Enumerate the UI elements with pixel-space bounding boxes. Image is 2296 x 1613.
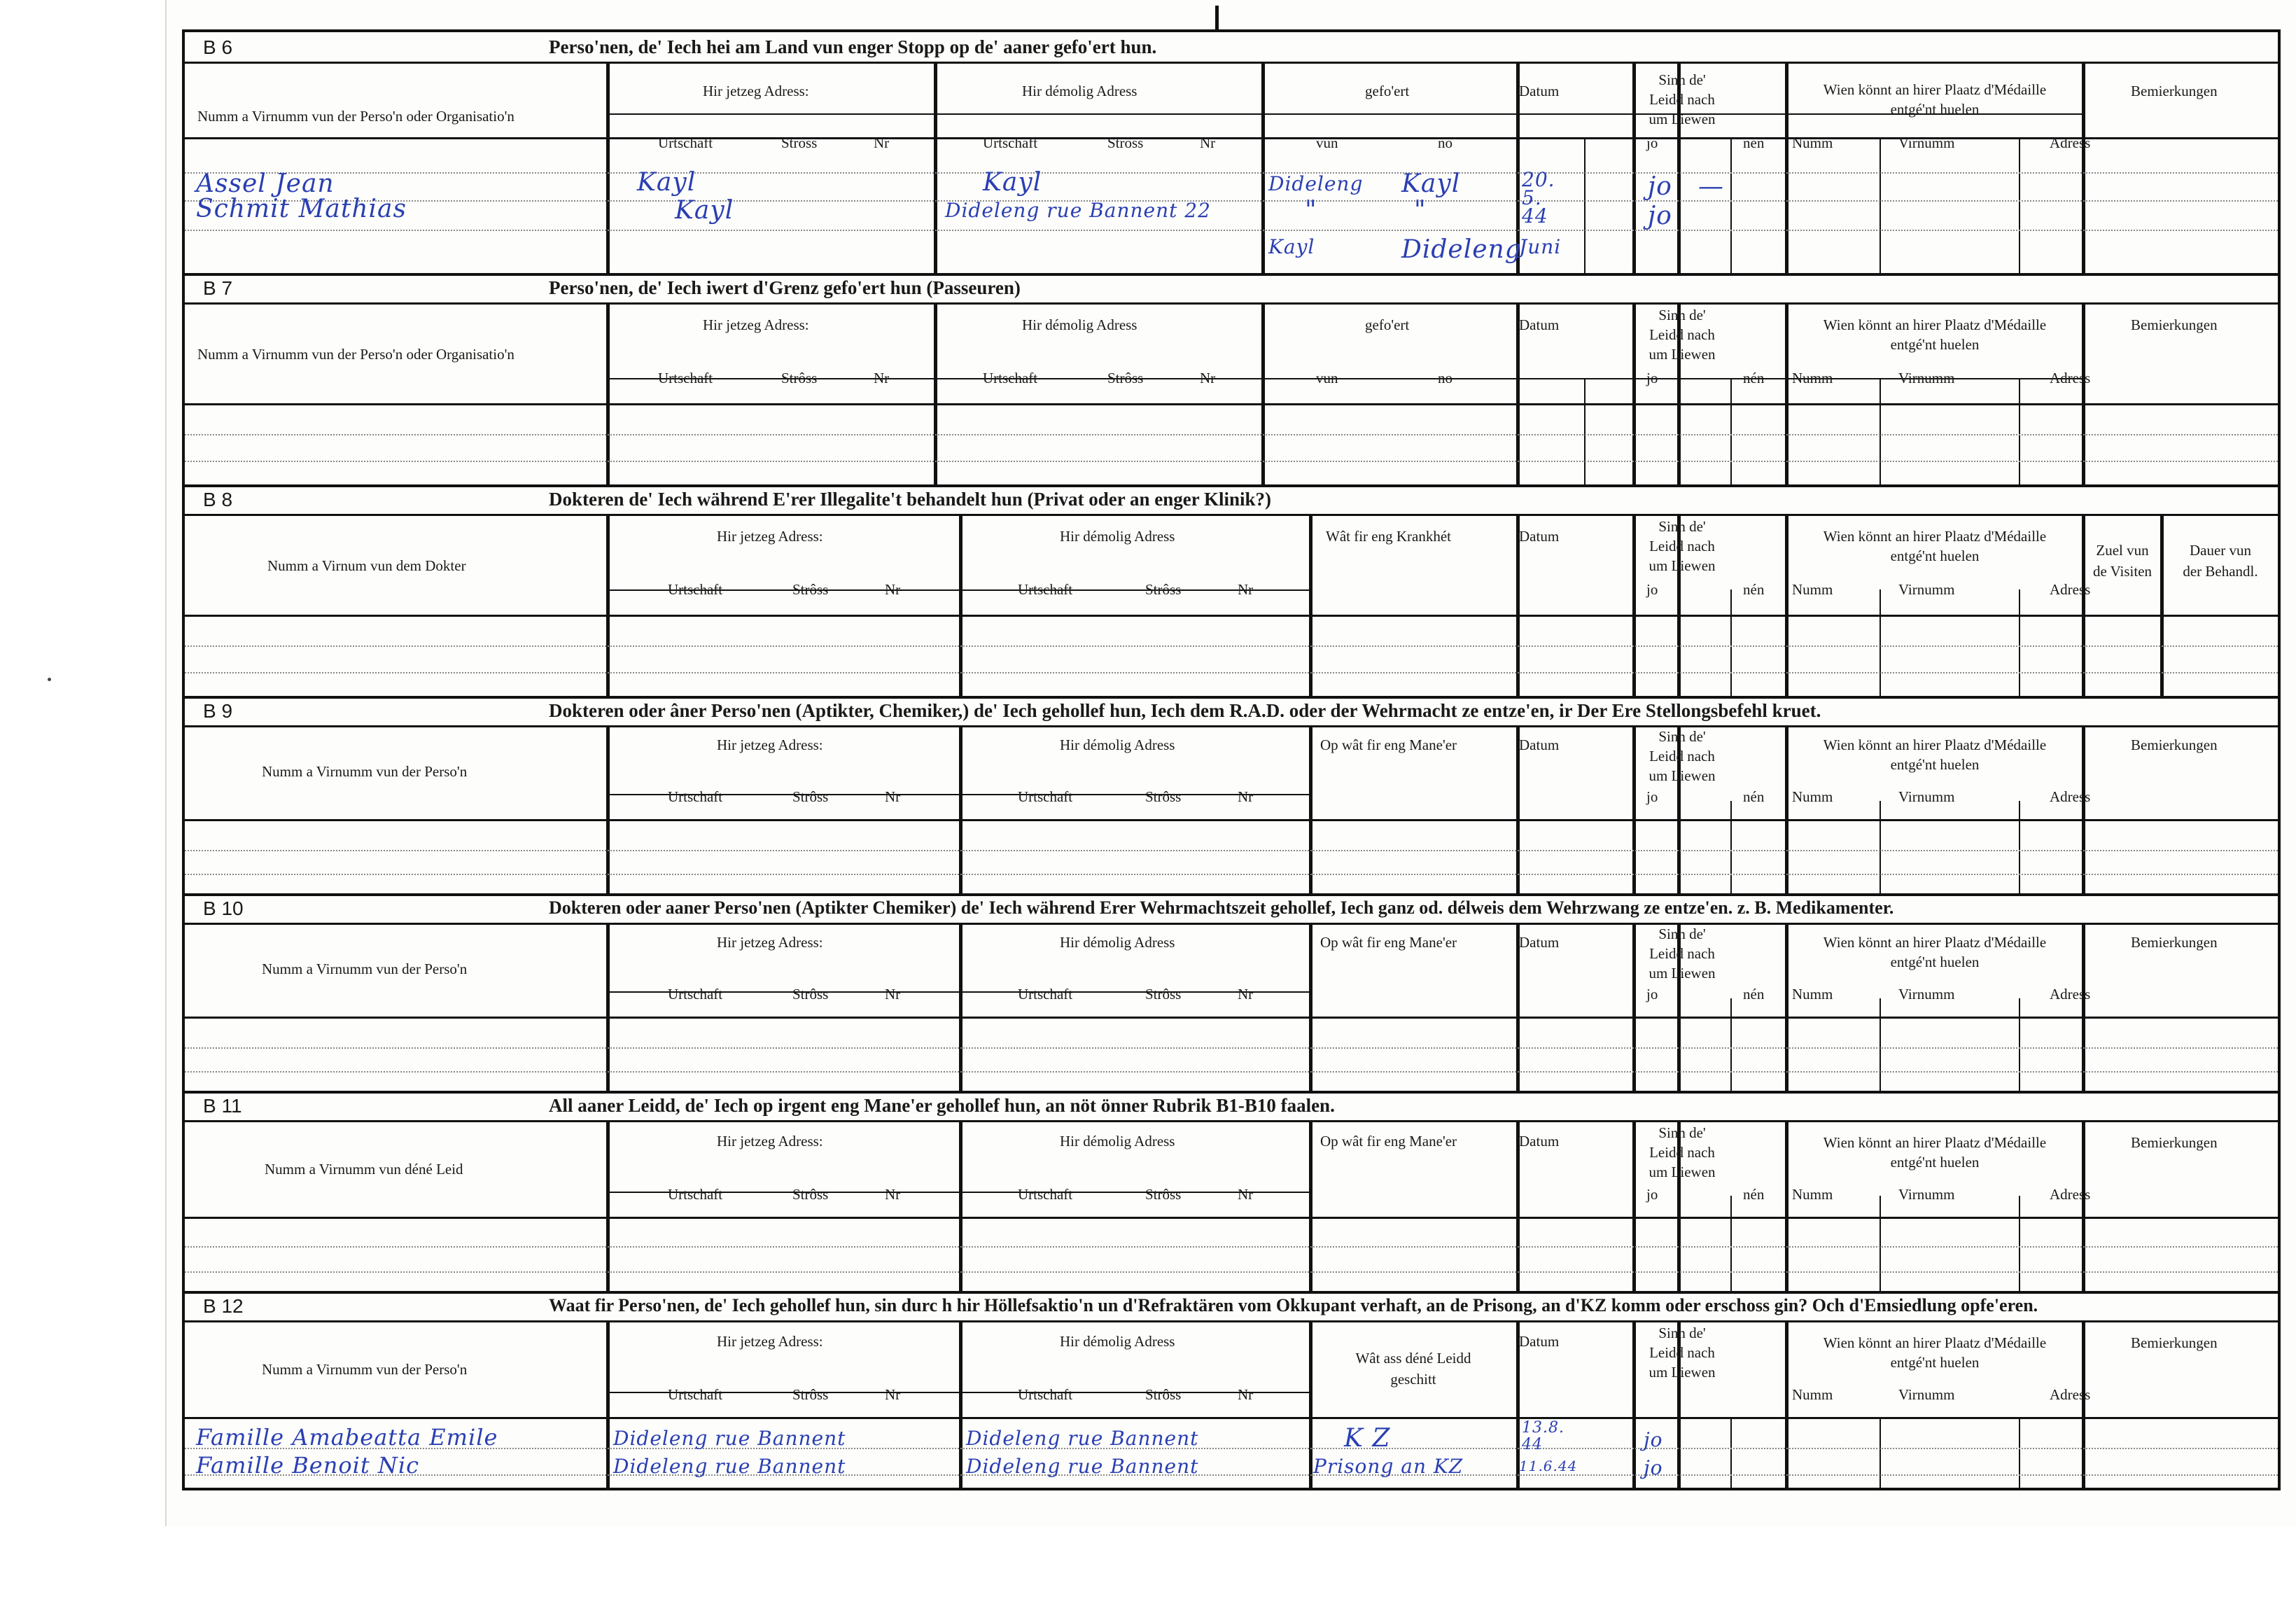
- date-header: Datum: [1519, 528, 1560, 545]
- handwritten-date: 20. 5. 44: [1522, 168, 1555, 228]
- street-header: Strôss: [1145, 581, 1182, 598]
- sense-header-2: Leidd nach: [1649, 326, 1715, 343]
- firstname-header: Virnumm: [1898, 134, 1955, 151]
- locality-header: Urtschaft: [668, 1386, 723, 1403]
- section-title: Perso'nen, de' Iech hei am Land vun enger Stopp op de' aaner gefo'ert hun.: [549, 36, 1157, 57]
- section-header: [185, 32, 2278, 64]
- locality-header: Urtschaft: [658, 134, 713, 151]
- handwritten-yes: jo: [1648, 202, 1672, 230]
- locality-header: Urtschaft: [658, 370, 713, 386]
- handwritten-current-address: Kayl: [675, 196, 734, 225]
- number-header: Nr: [874, 134, 890, 151]
- yes-header: jo: [1646, 370, 1658, 386]
- street-header: Strôss: [792, 986, 829, 1003]
- handwritten-yes: jo: [1648, 172, 1672, 201]
- locality-header: Urtschaft: [668, 788, 723, 805]
- number-header: Nr: [885, 986, 901, 1003]
- medal-header-1: Wien könnt an hirer Plaatz d'Médaille: [1823, 81, 2047, 98]
- medal-header-1: Wien könnt an hirer Plaatz d'Médaille: [1823, 528, 2047, 545]
- current-address-header: Hir jetzeg Adress:: [703, 316, 809, 333]
- to-header: no: [1438, 134, 1452, 151]
- section-title: Dokteren oder aaner Perso'nen (Aptikter Chemiker) de' Iech während Erer Wehrmachtszeit gehollef, Iech ganz od. délweis dem Wehrzwang ze entze'en. z. B. Medikamenter.: [549, 898, 1894, 918]
- firstname-header: Virnumm: [1898, 370, 1955, 386]
- number-header: Nr: [885, 1186, 901, 1203]
- manner-header: Op wât fir eng Mane'er: [1320, 934, 1457, 951]
- section-header: [185, 273, 2278, 305]
- number-header: Nr: [1238, 581, 1254, 598]
- address-header: Adress: [2050, 370, 2091, 386]
- handwritten-no: —: [1698, 172, 1724, 201]
- street-header: Strôss: [1145, 788, 1182, 805]
- section-header: [185, 484, 2278, 516]
- firstname-header: Virnumm: [1898, 581, 1955, 598]
- street-header: Strôss: [792, 1386, 829, 1403]
- no-header: nén: [1743, 370, 1765, 386]
- section-code: B 8: [203, 489, 233, 510]
- section-code: B 6: [203, 36, 233, 58]
- firstname-header: Virnumm: [1898, 986, 1955, 1003]
- section-b11: [185, 1091, 2278, 1294]
- current-address-header: Hir jetzeg Adress:: [717, 528, 823, 545]
- medal-header-2: entgé'nt huelen: [1890, 1154, 1980, 1171]
- no-header: nén: [1743, 134, 1765, 151]
- handwritten-to: Kayl: [1401, 169, 1461, 198]
- handwritten-former-address: Dideleng rue Bannent: [966, 1427, 1199, 1450]
- sense-header-3: um Liewen: [1648, 767, 1716, 784]
- no-header: nén: [1743, 581, 1765, 598]
- medal-header-1: Wien könnt an hirer Plaatz d'Médaille: [1823, 934, 2047, 951]
- medal-header-1: Wien könnt an hirer Plaatz d'Médaille: [1823, 736, 2047, 753]
- handwritten-from: Dideleng: [1268, 172, 1364, 195]
- remarks-header: Bemierkungen: [2131, 934, 2218, 951]
- number-header: Nr: [885, 1386, 901, 1403]
- section-header: [185, 1091, 2278, 1122]
- section-title: Dokteren de' Iech während E'rer Illegalite't behandelt hun (Privat oder an enger Klinik?): [549, 489, 1272, 510]
- sense-header-1: Sinn de': [1658, 1124, 1706, 1141]
- locality-header: Urtschaft: [1018, 986, 1073, 1003]
- street-header: Strôss: [792, 581, 829, 598]
- handwritten-what-happened: K Z: [1344, 1424, 1391, 1453]
- section-b7: [185, 273, 2278, 487]
- remarks-header: Bemierkungen: [2131, 1334, 2218, 1351]
- former-address-header: Hir démolig Adress: [1060, 1333, 1175, 1350]
- number-header: Nr: [1200, 370, 1216, 386]
- address-header: Adress: [2050, 134, 2091, 151]
- name-column-header: Numm a Virnumm vun der Perso'n: [262, 961, 468, 977]
- handwritten-yes: jo: [1644, 1456, 1663, 1479]
- address-header: Adress: [2050, 1386, 2091, 1403]
- sense-header-2: Leidd nach: [1649, 1144, 1715, 1161]
- section-code: B 11: [203, 1095, 242, 1117]
- page-center-mark: [1215, 6, 1219, 29]
- date-header: Datum: [1519, 736, 1560, 753]
- medal-header-2: entgé'nt huelen: [1890, 336, 1980, 353]
- manner-header: Op wât fir eng Mane'er: [1320, 1133, 1457, 1150]
- handwritten-current-address: Dideleng rue Bannent: [613, 1455, 846, 1478]
- transported-header: gefo'ert: [1365, 316, 1410, 333]
- date-header: Datum: [1519, 1133, 1560, 1150]
- date-header: Datum: [1519, 83, 1560, 99]
- medal-header-2: entgé'nt huelen: [1890, 101, 1980, 118]
- name-column-header: Numm a Virnumm vun déné Leid: [265, 1161, 463, 1178]
- current-address-header: Hir jetzeg Adress:: [703, 83, 809, 99]
- street-header: Strôss: [792, 1186, 829, 1203]
- name-column-header: Numm a Virnumm vun der Perso'n: [262, 1361, 468, 1378]
- number-header: Nr: [885, 581, 901, 598]
- current-address-header: Hir jetzeg Adress:: [717, 1133, 823, 1150]
- street-header: Strôss: [781, 134, 818, 151]
- medal-header-1: Wien könnt an hirer Plaatz d'Médaille: [1823, 1134, 2047, 1151]
- date-header: Datum: [1519, 316, 1560, 333]
- handwritten-former-address: Kayl: [983, 168, 1042, 197]
- duration-header-1: Dauer vun: [2189, 542, 2252, 559]
- visits-header-2: de Visiten: [2092, 563, 2152, 580]
- street-header: Strôss: [1145, 1186, 1182, 1203]
- yes-header: jo: [1646, 581, 1658, 598]
- section-b6: [185, 32, 2278, 276]
- duration-header-2: der Behandl.: [2183, 563, 2258, 580]
- handwritten-former-address: Dideleng rue Bannent 22: [945, 199, 1211, 222]
- handwritten-date: 13.8. 44: [1522, 1419, 1564, 1453]
- street-header: Strôss: [1145, 1386, 1182, 1403]
- handwritten-name: Famille Benoit Nic: [196, 1452, 420, 1479]
- handwritten-name: Assel Jean: [196, 169, 335, 198]
- handwritten-what-happened: Prisong an KZ: [1313, 1455, 1464, 1478]
- date-header: Datum: [1519, 1333, 1560, 1350]
- name-column-header: Numm a Virnumm vun der Perso'n oder Organisatio'n: [197, 108, 514, 125]
- handwritten-yes: jo: [1644, 1428, 1663, 1451]
- number-header: Nr: [1238, 1186, 1254, 1203]
- yes-header: jo: [1646, 788, 1658, 805]
- address-header: Adress: [2050, 788, 2091, 805]
- medal-header-2: entgé'nt huelen: [1890, 756, 1980, 773]
- locality-header: Urtschaft: [668, 986, 723, 1003]
- locality-header: Urtschaft: [1018, 788, 1073, 805]
- yes-header: jo: [1646, 986, 1658, 1003]
- transported-header: gefo'ert: [1365, 83, 1410, 99]
- sense-header-3: um Liewen: [1648, 965, 1716, 982]
- locality-header: Urtschaft: [1018, 581, 1073, 598]
- name-column-header: Numm a Virnum vun dem Dokter: [267, 557, 466, 574]
- number-header: Nr: [1200, 134, 1216, 151]
- section-title: All aaner Leidd, de' Iech op irgent eng Mane'er gehollef hun, an nöt önner Rubrik B1-B10 faalen.: [549, 1095, 1335, 1116]
- sense-header-1: Sinn de': [1658, 307, 1706, 323]
- section-b12: [185, 1291, 2278, 1488]
- remarks-header: Bemierkungen: [2131, 316, 2218, 333]
- handwritten-to: ": [1414, 196, 1427, 225]
- section-title: Waat fir Perso'nen, de' Iech gehollef hun, sin durc h hir Höllefsaktio'n un d'Refraktären vom Okkupant verhaft, an de Prisong, an d'KZ komm oder erschoss gin? Och d'Emsiedlung opfe'eren.: [549, 1295, 2038, 1315]
- no-header: nén: [1743, 1186, 1765, 1203]
- locality-header: Urtschaft: [983, 134, 1038, 151]
- handwritten-name: Schmit Mathias: [196, 195, 407, 223]
- section-b9: [185, 696, 2278, 896]
- surname-header: Numm: [1792, 581, 1833, 598]
- surname-header: Numm: [1792, 134, 1833, 151]
- firstname-header: Virnumm: [1898, 788, 1955, 805]
- current-address-header: Hir jetzeg Adress:: [717, 934, 823, 951]
- illness-header: Wât fir eng Krankhét: [1326, 528, 1452, 545]
- street-header: Strôss: [1107, 370, 1144, 386]
- date-header: Datum: [1519, 934, 1560, 951]
- medal-header-2: entgé'nt huelen: [1890, 547, 1980, 564]
- address-header: Adress: [2050, 986, 2091, 1003]
- surname-header: Numm: [1792, 1186, 1833, 1203]
- section-code: B 7: [203, 277, 233, 299]
- street-header: Strôss: [1145, 986, 1182, 1003]
- remarks-header: Bemierkungen: [2131, 83, 2218, 99]
- number-header: Nr: [1238, 788, 1254, 805]
- sense-header-3: um Liewen: [1648, 346, 1716, 363]
- section-header: [185, 893, 2278, 925]
- sense-header-2: Leidd nach: [1649, 1344, 1715, 1361]
- name-column-header: Numm a Virnumm vun der Perso'n: [262, 763, 468, 780]
- no-header: nén: [1743, 788, 1765, 805]
- section-header: [185, 696, 2278, 727]
- medal-header-2: entgé'nt huelen: [1890, 954, 1980, 970]
- street-header: Strôss: [781, 370, 818, 386]
- handwritten-former-address: Dideleng rue Bannent: [966, 1455, 1199, 1478]
- number-header: Nr: [885, 788, 901, 805]
- section-title: Perso'nen, de' Iech iwert d'Grenz gefo'ert hun (Passeuren): [549, 277, 1021, 298]
- surname-header: Numm: [1792, 1386, 1833, 1403]
- manner-header: Op wât fir eng Mane'er: [1320, 736, 1457, 753]
- sense-header-2: Leidd nach: [1649, 538, 1715, 554]
- no-header: nén: [1743, 986, 1765, 1003]
- yes-header: jo: [1646, 134, 1658, 151]
- number-header: Nr: [874, 370, 890, 386]
- sense-header-1: Sinn de': [1658, 926, 1706, 942]
- remarks-header: Bemierkungen: [2131, 736, 2218, 753]
- former-address-header: Hir démolig Adress: [1022, 316, 1138, 333]
- locality-header: Urtschaft: [983, 370, 1038, 386]
- section-b10: [185, 893, 2278, 1094]
- former-address-header: Hir démolig Adress: [1060, 1133, 1175, 1150]
- yes-header: jo: [1646, 1186, 1658, 1203]
- former-address-header: Hir démolig Adress: [1060, 528, 1175, 545]
- from-header: vun: [1316, 370, 1338, 386]
- sense-header-2: Leidd nach: [1649, 748, 1715, 764]
- surname-header: Numm: [1792, 986, 1833, 1003]
- medal-header-2: entgé'nt huelen: [1890, 1354, 1980, 1371]
- sense-header-1: Sinn de': [1658, 71, 1706, 88]
- sense-header-3: um Liewen: [1648, 111, 1716, 127]
- locality-header: Urtschaft: [1018, 1386, 1073, 1403]
- remarks-header: Bemierkungen: [2131, 1134, 2218, 1151]
- handwritten-date: Juni: [1519, 235, 1562, 258]
- what-happened-header-2: geschitt: [1390, 1371, 1436, 1388]
- surname-header: Numm: [1792, 370, 1833, 386]
- surname-header: Numm: [1792, 788, 1833, 805]
- handwritten-current-address: Dideleng rue Bannent: [613, 1427, 846, 1450]
- former-address-header: Hir démolig Adress: [1060, 736, 1175, 753]
- visits-header-1: Zuel vun: [2096, 542, 2149, 559]
- from-header: vun: [1316, 134, 1338, 151]
- to-header: no: [1438, 370, 1452, 386]
- street-header: Strôss: [1107, 134, 1144, 151]
- former-address-header: Hir démolig Adress: [1060, 934, 1175, 951]
- margin-dot: [48, 678, 51, 681]
- handwritten-current-address: Kayl: [637, 168, 696, 197]
- locality-header: Urtschaft: [668, 581, 723, 598]
- section-code: B 12: [203, 1295, 244, 1317]
- current-address-header: Hir jetzeg Adress:: [717, 1333, 823, 1350]
- locality-header: Urtschaft: [668, 1186, 723, 1203]
- handwritten-name: Famille Amabeatta Emile: [196, 1424, 498, 1451]
- sense-header-3: um Liewen: [1648, 1164, 1716, 1180]
- section-code: B 9: [203, 700, 233, 722]
- what-happened-header-1: Wât ass déné Leidd: [1355, 1350, 1471, 1367]
- number-header: Nr: [1238, 1386, 1254, 1403]
- section-code: B 10: [203, 898, 244, 919]
- sense-header-3: um Liewen: [1648, 557, 1716, 574]
- locality-header: Urtschaft: [1018, 1186, 1073, 1203]
- handwritten-from: Kayl: [1268, 235, 1315, 258]
- handwritten-to: Dideleng: [1401, 235, 1522, 264]
- former-address-header: Hir démolig Adress: [1022, 83, 1138, 99]
- sense-header-3: um Liewen: [1648, 1364, 1716, 1381]
- medal-header-1: Wien könnt an hirer Plaatz d'Médaille: [1823, 316, 2047, 333]
- section-b8: [185, 484, 2278, 699]
- name-column-header: Numm a Virnumm vun der Perso'n oder Organisatio'n: [197, 346, 514, 363]
- firstname-header: Virnumm: [1898, 1186, 1955, 1203]
- address-header: Adress: [2050, 1186, 2091, 1203]
- sense-header-2: Leidd nach: [1649, 945, 1715, 962]
- firstname-header: Virnumm: [1898, 1386, 1955, 1403]
- sense-header-2: Leidd nach: [1649, 91, 1715, 108]
- handwritten-from: ": [1305, 196, 1317, 225]
- current-address-header: Hir jetzeg Adress:: [717, 736, 823, 753]
- medal-header-1: Wien könnt an hirer Plaatz d'Médaille: [1823, 1334, 2047, 1351]
- section-title: Dokteren oder âner Perso'nen (Aptikter, Chemiker,) de' Iech gehollef hun, Iech dem R.A.D. oder der Wehrmacht ze entze'en, ir Der Ere Stellongsbefehl kruet.: [549, 700, 1821, 721]
- number-header: Nr: [1238, 986, 1254, 1003]
- sense-header-1: Sinn de': [1658, 1325, 1706, 1341]
- handwritten-date: 11.6.44: [1519, 1458, 1578, 1474]
- section-header: [185, 1291, 2278, 1322]
- address-header: Adress: [2050, 581, 2091, 598]
- street-header: Strôss: [792, 788, 829, 805]
- sense-header-1: Sinn de': [1658, 518, 1706, 535]
- sense-header-1: Sinn de': [1658, 728, 1706, 745]
